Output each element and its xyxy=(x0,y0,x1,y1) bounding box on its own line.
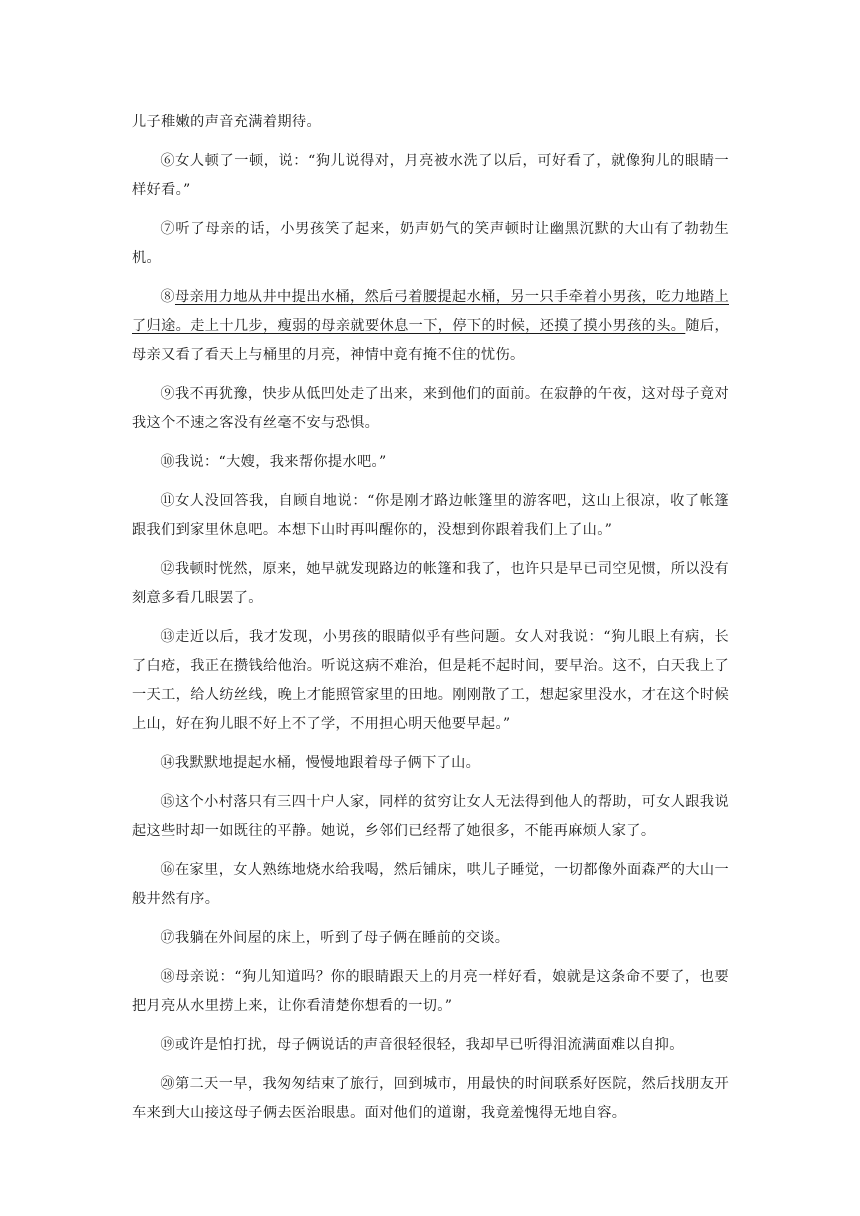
paragraph-18: ⑱母亲说：“狗儿知道吗？你的眼睛跟天上的月亮一样好看，娘就是这条命不要了，也要把月亮从水里捞上来，让你看清楚你想看的一切。” xyxy=(132,969,729,1014)
paragraph-11: ⑪女人没回答我，自顾自地说：“你是刚才路边帐篷里的游客吧，这山上很凉，收了帐篷跟我们到家里休息吧。本想下山时再叫醒你的，没想到你跟着我们上了山。” xyxy=(132,493,729,538)
paragraph-13: ⑬走近以后，我才发现，小男孩的眼睛似乎有些问题。女人对我说：“狗儿眼上有病，长了白疮，我正在攒钱给他治。听说这病不难治，但是耗不起时间，要早治。这不，白天我上了一天工，给人纺丝线，晚上才能照管家里的田地。刚刚散了工，想起家里没水，才在这个时候上山，好在狗儿眼不好上不了学，不用担心明天他要早起。” xyxy=(132,629,729,732)
underlined-passage: 母亲用力地从井中提出水桶，然后弓着腰提起水桶，另一只手牵着小男孩，吃力地踏上了归途。走上十几步，瘦弱的母亲就要休息一下，停下的时候，还摸了摸小男孩的头。 xyxy=(132,289,729,334)
paragraph-9: ⑨我不再犹豫，快步从低凹处走了出来，来到他们的面前。在寂静的午夜，这对母子竟对我这个不速之客没有丝毫不安与恐惧。 xyxy=(132,386,729,431)
paragraph-12: ⑫我顿时恍然，原来，她早就发现路边的帐篷和我了，也许只是早已司空见惯，所以没有刻意多看几眼罢了。 xyxy=(132,561,729,606)
document-body xyxy=(132,108,729,1128)
paragraph-6: ⑥女人顿了一顿，说：“狗儿说得对，月亮被水洗了以后，可好看了，就像狗儿的眼睛一样好看。” xyxy=(132,153,729,198)
paragraph-8-marker: ⑧ xyxy=(160,289,175,305)
paragraph-15: ⑮这个小村落只有三四十户人家，同样的贫穷让女人无法得到他人的帮助，可女人跟我说起这些时却一如既往的平静。她说，乡邻们已经帮了她很多，不能再麻烦人家了。 xyxy=(132,794,729,839)
paragraph-continuation: 儿子稚嫩的声音充满着期待。 xyxy=(132,114,321,130)
paragraph-20: ⑳第二天一早，我匆匆结束了旅行，回到城市，用最快的时间联系好医院，然后找朋友开车来到大山接这母子俩去医治眼患。面对他们的道谢，我竟羞愧得无地自容。 xyxy=(132,1076,729,1121)
paragraph-14: ⑭我默默地提起水桶，慢慢地跟着母子俩下了山。 xyxy=(160,755,481,771)
paragraph-10: ⑩我说：“大嫂，我来帮你提水吧。” xyxy=(160,454,387,470)
paragraph-8 xyxy=(132,283,729,370)
paragraph-19: ⑲或许是怕打扰，母子俩说话的声音很轻很轻，我却早已听得泪流满面难以自抑。 xyxy=(160,1037,684,1053)
paragraph-7: ⑦听了母亲的话，小男孩笑了起来，奶声奶气的笑声顿时让幽黑沉默的大山有了勃勃生机。 xyxy=(132,221,729,266)
paragraph-17: ⑰我躺在外间屋的床上，听到了母子俩在睡前的交谈。 xyxy=(160,930,510,946)
paragraph-8-rest: 随后，母亲又看了看天上与桶里的月亮，神情中竟有掩不住的忧伤。 xyxy=(132,318,729,363)
paragraph-16: ⑯在家里，女人熟练地烧水给我喝，然后铺床，哄儿子睡觉，一切都像外面森严的大山一般井然有序。 xyxy=(132,862,729,907)
